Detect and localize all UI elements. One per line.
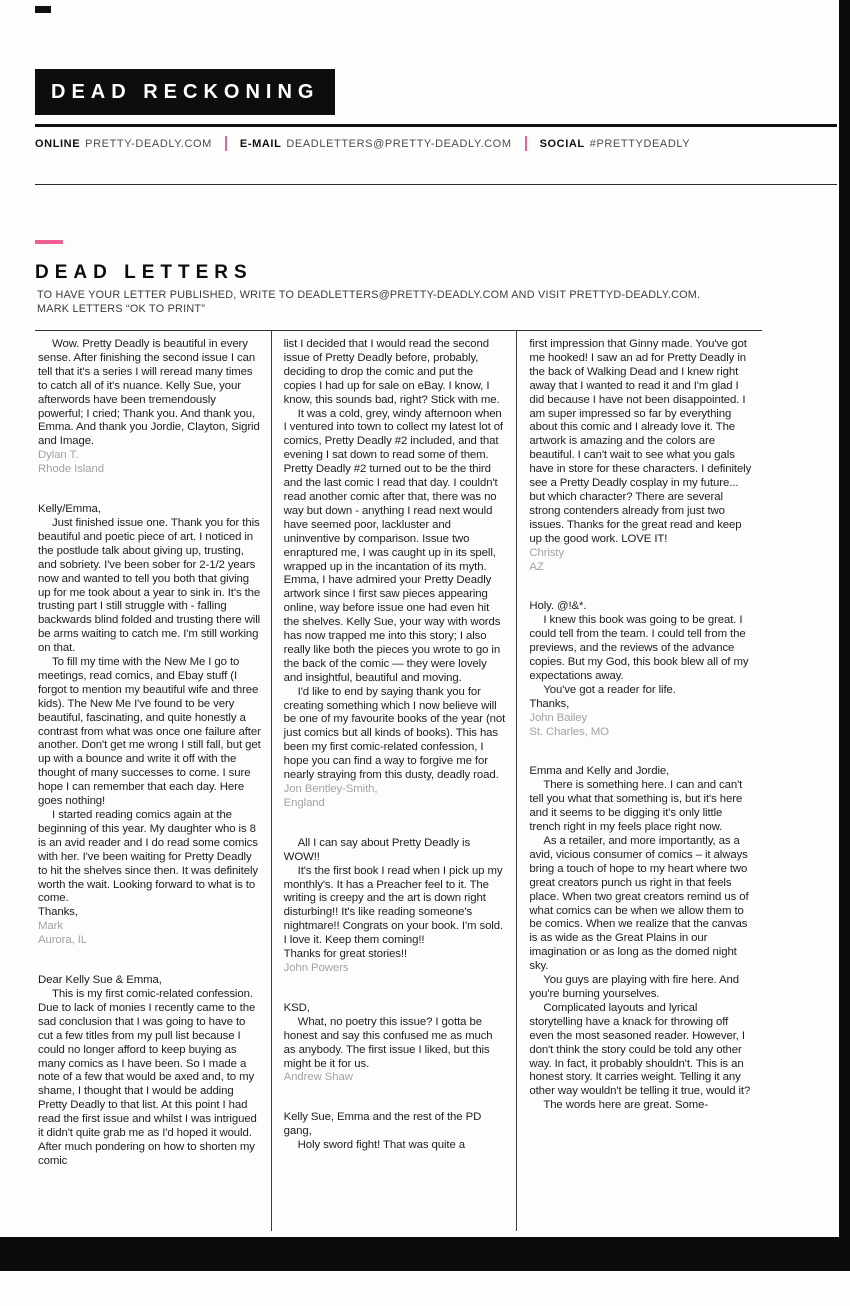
letter-signature: England [283,796,325,809]
letter-paragraph: Wow. Pretty Deadly is beautiful in every sense. After finishing the second issue I can tell that it's a series I will reread many times to catch all of it's nuance. Kelly Sue, your afterwords have been tremendously powerful; I cried; Thank you. And thank you, Emma. And thank you Jordie, Clayton, Sigrid and Image. [38,338,260,448]
letters-column [516,331,762,1231]
letter-paragraph: Dear Kelly Sue & Emma, [38,974,162,987]
letter-paragraph: Holy sword fight! That was quite a [297,1139,466,1152]
letter-instructions-line1: TO HAVE YOUR LETTER PUBLISHED, WRITE TO DEADLETTERS@PRETTY-DEADLY.COM AND VISIT PRETTYD-DEADLY.COM. [37,289,701,301]
letter-signature: Jon Bentley-Smith, [283,783,378,795]
letter-signature: John Bailey [529,711,588,724]
letter-paragraph: I'd like to end by saying thank you for creating something which I now believe will be one of my favourite books of the year (not just comics but all kinds of books). This has been my first comic-related confession, I hope you can find a way to forgive me for nearly straying from this dusty, deadly road. [283,685,506,782]
letter-signature: Dylan T. [38,449,79,462]
contact-label-email: E-MAIL [239,137,282,150]
letter-paragraph: What, no poetry this issue? I gotta be honest and say this confused me as much as anybody. The first issue I liked, but this might be it for us. [283,1015,493,1070]
letter-gap [529,739,753,765]
contact-value-online: PRETTY-DEADLY.COM [85,137,212,150]
contact-rule [35,184,837,185]
contact-item-online [35,138,212,150]
letter-gap [529,574,753,600]
letter-paragraph: I knew this book was going to be great. I could tell from the team. I could tell from the previews, and the reviews of the advance copies. But my God, this book blew all of my expectations away. [529,614,749,682]
page-title: DEAD RECKONING [51,81,320,103]
letter-paragraph: list I decided that I would read the second issue of Pretty Deadly before, probably, deciding to drop the comic and put the copies I had up for sale on eBay. I know, I know, this sounds bad, right? Stick with me. [283,338,500,406]
contact-bar [35,136,690,151]
letter-paragraph: Kelly Sue, Emma and the rest of the PD gang, [283,1111,482,1138]
letter-gap [284,1085,508,1111]
letter-paragraph: Kelly/Emma, [38,503,101,516]
contact-item-social [540,138,691,150]
letter-gap [284,811,508,837]
letter-paragraph: Holy. @!&*. [529,600,587,613]
accent-dash [35,240,63,244]
letter-paragraph: There is something here. I can and can't tell you what that something is, but it's here and it seems to be digging it's only little trench right in my feels place right now. [529,779,743,834]
letter-paragraph: All I can say about Pretty Deadly is WOW!! [283,836,471,863]
letter-instructions-line2: MARK LETTERS “OK TO PRINT” [37,303,206,315]
letter-paragraph: Thanks for great stories!! [283,948,408,961]
right-edge-strip [839,0,850,1271]
letter-paragraph: You've got a reader for life. [543,683,676,696]
letter-paragraph: Thanks, [529,697,570,710]
corner-mark [35,6,51,13]
letter-paragraph: The words here are great. Some- [543,1099,709,1112]
footer-bar [0,1237,850,1271]
letter-paragraph: This is my first comic-related confession. Due to lack of monies I recently came to the sad conclusion that I was going to have to cut a few titles from my pull list because I could no longer afford to keep buying as many comics as I have been. So I made a note of a few that would be axed and, to my shame, I thought that I would be adding Pretty Deadly to that list. At this point I had read the first issue and whilst I was intrigued it didn't quite grab me as I'd hoped it would. After much pondering on how to shorten my comic [38,987,257,1167]
contact-label-online: ONLINE [35,137,81,150]
letter-paragraph: Complicated layouts and lyrical storytelling have a knack for throwing off even the most seasoned reader. However, I don't think the story could be told any other way. In fact, it probably shouldn't. This is an honest story. It carries weight. Telling it any other way wouldn't be telling it true, would it? [529,1001,751,1098]
letter-paragraph: I started reading comics again at the beginning of this year. My daughter who is 8 is an avid reader and I do read some comics with her. I've been waiting for Pretty Deadly to hit the shelves since then. It was definitely worth the wait. Looking forward to what is to come. [38,809,258,905]
letter-signature: St. Charles, MO [529,725,609,738]
letter-paragraph: It's the first book I read when I pick up my monthly's. It has a Preacher feel to it. The writing is creepy and the art is down right disturbing!! It's like reading someone's nightmare!! Congrats on your book. I'm sold. I love it. Keep them coming!! [283,864,504,947]
letter-signature: John Powers [283,961,349,974]
letter-instructions [37,288,700,316]
contact-label-social: SOCIAL [539,137,585,150]
letter-signature: Andrew Shaw [283,1071,353,1084]
section-title: DEAD LETTERS [35,262,253,283]
letter-gap [38,477,262,503]
letter-paragraph: To fill my time with the New Me I go to meetings, read comics, and Ebay stuff (I forgot to mention my beautiful wife and three kids). The New Me I've found to be very beautiful, fascinating, and quite honestly a contrast from what was once one failure after another. Don't get me wrong I still fall, but get up with a bounce and write it off with the thought of many successes to come. I sure hope I can remember that each day. Here goes nothing! [38,656,261,808]
letter-gap [284,976,508,1002]
letter-paragraph: Emma and Kelly and Jordie, [529,765,670,778]
letter-paragraph: It was a cold, grey, windy afternoon when I ventured into town to collect my latest lot of comics, Pretty Deadly #2 included, and that evening I sat down to read some of them. Pretty Deadly #2 turned out to be the third and the last comic I read that day. I couldn't read another comic after that, there was no way but down - anything I read next would have seemed poor, lackluster and uninventive by comparison. Issue two enraptured me, I was caught up in its spell, wrapped up in the incantation of its myth. Emma, I have admired your Pretty Deadly artwork since I first saw pieces appearing online, way before issue one had even hit the shelves. Kelly Sue, your way with words has now trapped me into this story; I also really like both the pieces you wrote to go in the back of the comic — they were lovely and insightful, beautiful and moving. [283,407,503,684]
letter-signature: Rhode Island [38,463,104,476]
letter-signature: AZ [529,560,544,573]
letter-paragraph: As a retailer, and more importantly, as a avid, vicious consumer of comics – it always bring a touch of hope to my heart where two great creators punch us right in that feels place. When two great creators remind us of what comics can be when we allow them to be comics. When we realize that the canvas is as wide as the Great Plains in our imagination or as long as the domed night sky. [529,835,749,973]
letter-gap [38,948,262,974]
contact-item-email [240,138,512,150]
masthead-rule [35,124,837,127]
letter-signature: Christy [529,546,565,559]
letters-columns [35,331,762,1231]
contact-value-email: DEADLETTERS@PRETTY-DEADLY.COM [286,137,512,150]
letter-paragraph: Thanks, [38,906,78,919]
masthead [35,69,335,115]
letter-paragraph: KSD, [283,1001,310,1014]
letter-signature: Aurora, IL [38,934,88,947]
contact-divider [525,136,527,151]
letters-column [271,331,517,1231]
letters-column [35,331,271,1231]
letter-paragraph: first impression that Ginny made. You've got me hooked! I saw an ad for Pretty Deadly in the back of Walking Dead and I knew right away that I wanted to read it and I'm glad I did because I have not been disappointed. I am super impressed so far by everything about this comic and I already love it. The artwork is amazing and the colors are beautiful. I can't wait to see what you gals have in store for these characters. I definitely see a Pretty Deadly cosplay in my future... but which character? There are several strong contenders already from just two issues. Thanks for the great read and keep up the good work. LOVE IT! [529,338,752,545]
letter-paragraph: You guys are playing with fire here. And you're burning yourselves. [529,974,740,1000]
letter-signature: Mark [38,920,63,933]
letter-paragraph: Just finished issue one. Thank you for this beautiful and poetic piece of art. I noticed in the postlude talk about giving up, trusting, and sobriety. I've been sober for 2-1/2 years now and wanted to tell you both that giving up for me took about a year to sink in. It's the trusting part I still struggle with - falling backwards blind folded and trusting there will be arms waiting to catch me. I'm still working on that. [38,516,261,655]
contact-divider [225,136,227,151]
contact-value-social: #PRETTYDEADLY [589,137,691,150]
